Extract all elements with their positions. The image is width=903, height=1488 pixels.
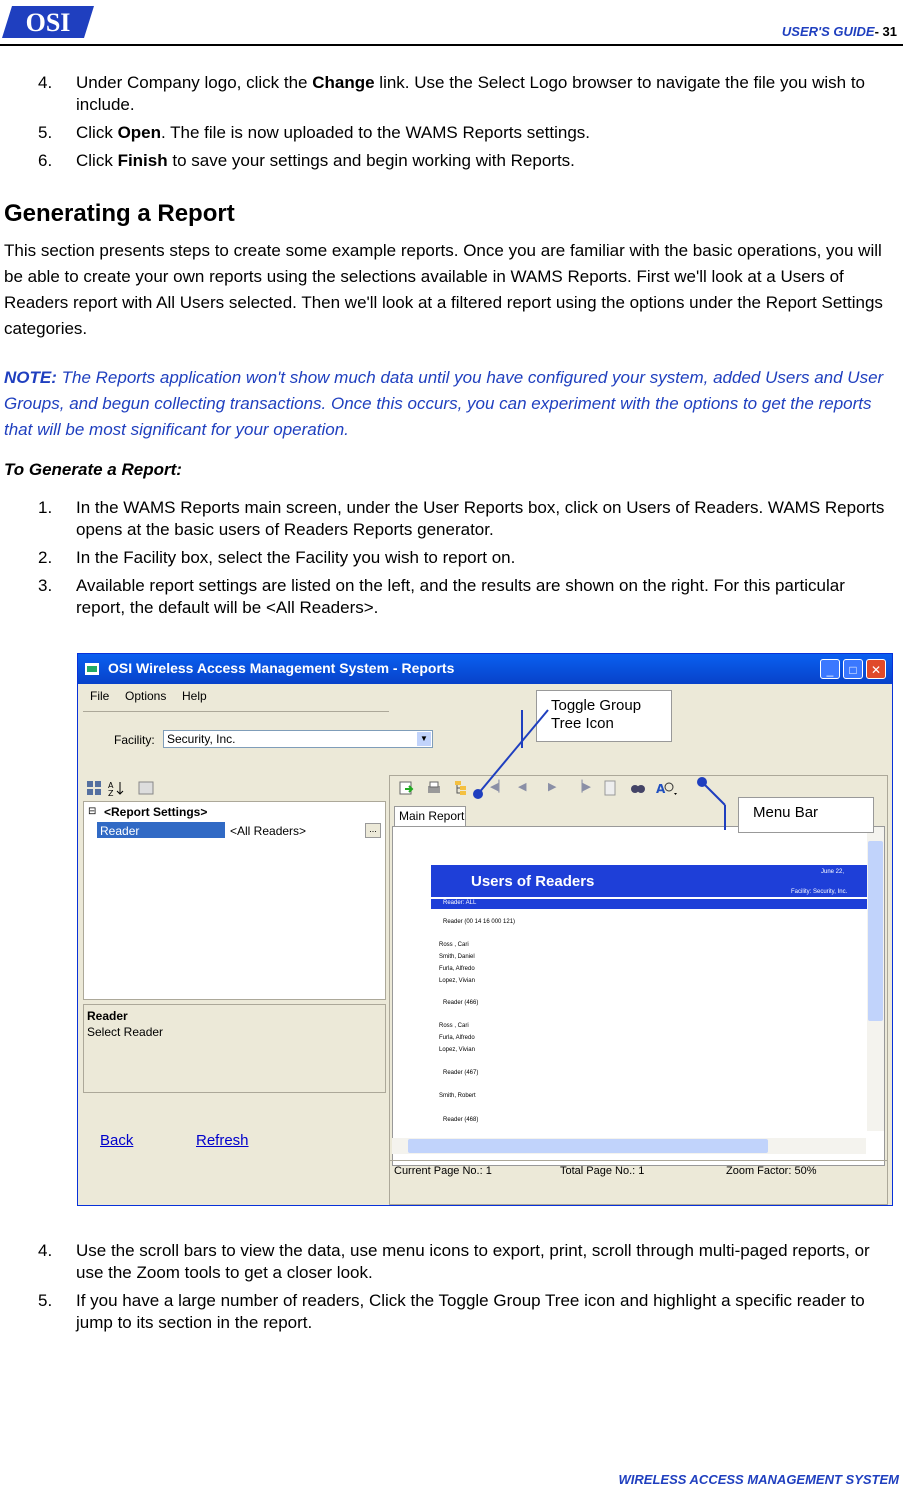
- svg-text:A: A: [656, 782, 666, 796]
- report-facility: Facility: Security, Inc.: [791, 889, 848, 895]
- list-item: Reader (466): [443, 1000, 479, 1006]
- scroll-thumb[interactable]: [408, 1139, 768, 1153]
- list-item: 1. In the WAMS Reports main screen, under the User Reports box, click on Users of Readers. WAMS Reports opens at the basic users of Readers Reports generator.: [38, 498, 885, 539]
- callout-toggle-group: Toggle Group Tree Icon: [536, 690, 672, 742]
- toggle-group-tree-icon[interactable]: [454, 780, 470, 796]
- menu-file[interactable]: File: [90, 689, 110, 703]
- list-item: Smith, Daniel: [439, 954, 475, 960]
- subheading: To Generate a Report:: [4, 460, 182, 479]
- report-filter-bar: Reader: ALL: [431, 899, 869, 909]
- callout-leaders: [470, 690, 740, 840]
- list-item: Lopez, Vivian: [439, 1047, 475, 1053]
- svg-text:Z: Z: [108, 789, 114, 796]
- vertical-scrollbar[interactable]: [867, 827, 884, 1131]
- last-page-icon[interactable]: ▕▶: [574, 781, 591, 793]
- previous-page-icon[interactable]: ◀: [518, 781, 527, 793]
- settings-toolbar: [83, 775, 386, 801]
- property-pages-icon[interactable]: [138, 780, 154, 796]
- window-title: OSI Wireless Access Management System - Reports: [108, 660, 455, 676]
- list-item: 4. Use the scroll bars to view the data, use menu icons to export, print, scroll through multi-paged reports, or use the Zoom tools to get a closer look.: [38, 1241, 870, 1282]
- tab-main-report[interactable]: Main Report: [394, 806, 466, 826]
- list-item: Furla, Alfredo: [439, 966, 475, 972]
- next-page-icon[interactable]: ▶: [548, 781, 557, 793]
- minimize-button[interactable]: _: [820, 659, 840, 679]
- list-item: Lopez, Vivian: [439, 978, 475, 984]
- settings-row-name[interactable]: Reader: [97, 822, 225, 838]
- report-banner: [431, 865, 869, 897]
- guide-label: USER'S GUIDE: [781, 24, 875, 39]
- horizontal-scrollbar[interactable]: [392, 1138, 866, 1154]
- report-page: [392, 826, 885, 1166]
- collapse-icon[interactable]: ⊟: [88, 806, 97, 817]
- status-total-pages: Total Page No.: 1: [560, 1165, 645, 1177]
- header-rule: [0, 44, 903, 46]
- list-item: Reader (467): [443, 1070, 479, 1076]
- footer-title: WIRELESS ACCESS MANAGEMENT SYSTEM: [618, 1472, 899, 1487]
- osi-logo: [2, 4, 94, 40]
- report-date: June 22,: [821, 869, 845, 875]
- description-panel: [83, 1004, 386, 1093]
- print-icon[interactable]: [426, 780, 442, 796]
- menu-help[interactable]: Help: [182, 689, 207, 703]
- intro-paragraph: This section presents steps to create some example reports. Once you are familiar with the basic operations, you will be able to create your own reports using the selections available in WAMS Reports. First we'll look at a Users of Readers report with All Users selected. Then we'll look at a filtered report using the options under the Report Settings categories.: [4, 241, 883, 338]
- chevron-down-icon[interactable]: ▼: [417, 732, 431, 746]
- list-item: 6. Click Finish to save your settings and begin working with Reports.: [38, 151, 575, 170]
- description-title: Reader: [87, 1009, 128, 1023]
- sort-az-icon[interactable]: [108, 780, 124, 796]
- title-bar: [78, 654, 892, 684]
- callout-menu-bar: Menu Bar: [738, 797, 874, 833]
- close-button[interactable]: ✕: [866, 659, 886, 679]
- categorized-icon[interactable]: [86, 780, 102, 796]
- app-icon: [84, 661, 100, 677]
- section-title: Generating a Report: [4, 200, 235, 227]
- description-text: Select Reader: [87, 1025, 164, 1039]
- report-title: Users of Readers: [471, 873, 595, 890]
- list-item: 5. Click Open. The file is now uploaded to the WAMS Reports settings.: [38, 123, 591, 142]
- svg-text:A: A: [108, 781, 114, 790]
- header-guide-label: [782, 24, 897, 39]
- list-item: Ross , Cari: [439, 942, 469, 948]
- refresh-link[interactable]: Refresh: [196, 1132, 249, 1149]
- list-item: Smith, Robert: [439, 1093, 476, 1099]
- status-bar: [390, 1160, 887, 1181]
- settings-header: <Report Settings>: [104, 805, 208, 819]
- list-item: Reader (00 14 16 000 121): [443, 919, 516, 925]
- settings-row-value[interactable]: <All Readers> ...: [227, 822, 383, 838]
- list-item: 5. If you have a large number of readers, Click the Toggle Group Tree icon and highlight a specific reader to jump to its section in the report.: [38, 1291, 865, 1332]
- list-item: Furla, Alfredo: [439, 1035, 475, 1041]
- list-item: 2. In the Facility box, select the Facility you wish to report on.: [38, 548, 516, 567]
- steps-bottom: [38, 1240, 898, 1340]
- first-page-icon[interactable]: ◀▏: [490, 781, 507, 793]
- status-current-page: Current Page No.: 1: [394, 1165, 492, 1177]
- list-item: Reader (468): [443, 1117, 479, 1123]
- status-zoom: Zoom Factor: 50%: [726, 1165, 817, 1177]
- logo-text: OSI: [25, 8, 71, 37]
- list-item: Ross , Cari: [439, 1023, 469, 1029]
- steps-generate: [38, 497, 898, 625]
- facility-label: Facility:: [114, 733, 155, 747]
- maximize-button[interactable]: □: [843, 659, 863, 679]
- page-number: - 31: [874, 24, 897, 39]
- ellipsis-button[interactable]: ...: [365, 823, 381, 838]
- menu-options[interactable]: Options: [125, 689, 167, 703]
- facility-select[interactable]: Security, Inc. ▼: [163, 730, 433, 748]
- export-icon[interactable]: [398, 780, 414, 796]
- back-link[interactable]: Back: [100, 1132, 134, 1149]
- settings-grid: [83, 801, 386, 1000]
- note-paragraph: NOTE: The Reports application won't show much data until you have configured your system, added Users and User Groups, and begun collecting transactions. Once this occurs, you can experiment with the options to get the reports that will be most significant for your operation.: [4, 368, 884, 439]
- steps-top: [38, 72, 898, 178]
- list-item: 3. Available report settings are listed on the left, and the results are shown on the right. For this particular report, the default will be <All Readers>.: [38, 576, 845, 617]
- list-item: 4. Under Company logo, click the Change link. Use the Select Logo browser to navigate the file you wish to include.: [38, 73, 866, 114]
- scroll-thumb[interactable]: [868, 841, 883, 1021]
